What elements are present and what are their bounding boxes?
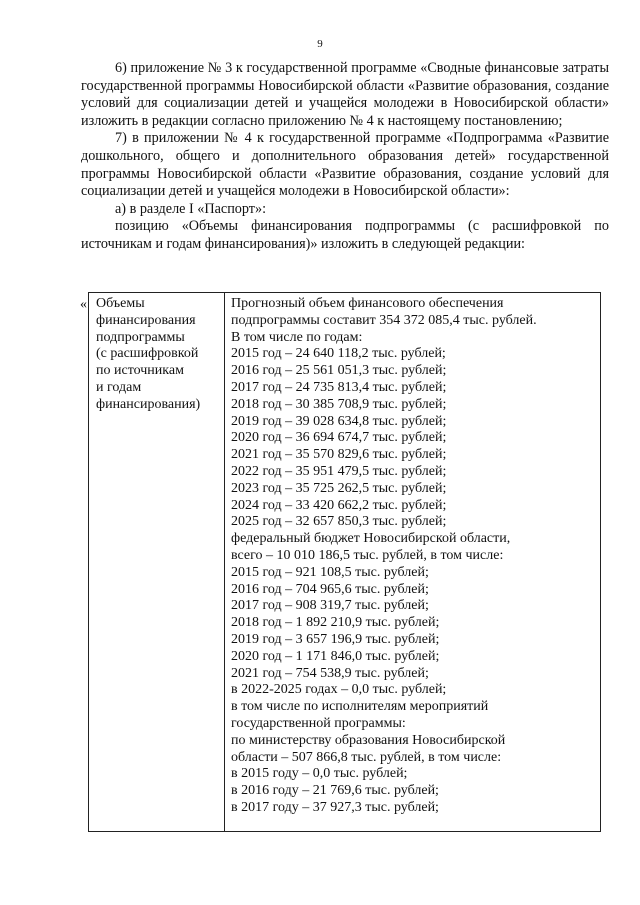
table-funding-line: в том числе по исполнителям мероприятий (231, 699, 489, 715)
table-funding-line: государственной программы: (231, 715, 406, 731)
table-funding-line: в 2022-2025 годах – 0,0 тыс. рублей; (231, 682, 447, 698)
table-funding-line: всего – 10 010 186,5 тыс. рублей, в том числе: (231, 547, 504, 563)
paragraph-position: позицию «Объемы финансирования подпрограммы (с расшифровкой по источникам и годам финансирования)» изложить в следующей редакции: (81, 218, 609, 252)
table-cell-funding (231, 296, 599, 817)
table-cell-label (96, 296, 222, 414)
paragraph-item-6: 6) приложение № 3 к государственной программе «Сводные финансовые затраты государственной программы Новосибирской области «Развитие образования, создание условий для социализации детей и учащейся молодежи в Новосибирской области» изложить в редакции согласно приложению № 4 к настоящему постановлению; (81, 60, 609, 129)
opening-quote: « (80, 297, 87, 312)
table-funding-line: 2015 год – 921 108,5 тыс. рублей; (231, 564, 429, 580)
passport-table (88, 292, 601, 832)
table-funding-line: в 2017 году – 37 927,3 тыс. рублей; (231, 799, 439, 815)
table-funding-line: 2015 год – 24 640 118,2 тыс. рублей; (231, 346, 446, 362)
table-funding-line: области – 507 866,8 тыс. рублей, в том числе: (231, 749, 502, 765)
document-body (81, 60, 609, 254)
paragraph-subitem-a: а) в разделе I «Паспорт»: (115, 200, 267, 217)
table-funding-line: 2022 год – 35 951 479,5 тыс. рублей; (231, 463, 447, 479)
page-number: 9 (317, 38, 323, 50)
table-funding-line: 2018 год – 30 385 708,9 тыс. рублей; (231, 396, 447, 412)
table-funding-line: 2020 год – 1 171 846,0 тыс. рублей; (231, 648, 440, 664)
table-funding-line: 2021 год – 754 538,9 тыс. рублей; (231, 665, 429, 681)
table-funding-line: 2021 год – 35 570 829,6 тыс. рублей; (231, 447, 447, 463)
table-funding-line: 2016 год – 704 965,6 тыс. рублей; (231, 581, 429, 597)
table-label-line: Объемы (96, 296, 145, 311)
table-label-line: по источникам (96, 363, 184, 379)
table-funding-line: В том числе по годам: (231, 329, 363, 345)
table-funding-line: 2020 год – 36 694 674,7 тыс. рублей; (231, 430, 447, 446)
table-funding-line: подпрограммы составит 354 372 085,4 тыс. рублей. (231, 312, 537, 328)
table-funding-line: федеральный бюджет Новосибирской области, (231, 531, 511, 547)
table-funding-line: 2025 год – 32 657 850,3 тыс. рублей; (231, 514, 447, 530)
table-funding-line: в 2015 году – 0,0 тыс. рублей; (231, 766, 408, 782)
table-column-divider (224, 293, 225, 831)
paragraph-item-7: 7) в приложении № 4 к государственной программе «Подпрограмма «Развитие дошкольного, общего и дополнительного образования детей» государственной программы Новосибирской области «Развитие образования, создание условий для социализации детей и учащейся молодежи в Новосибирской области»: (81, 130, 609, 200)
table-funding-line: 2019 год – 3 657 196,9 тыс. рублей; (231, 631, 440, 647)
table-label-line: финансирования (96, 312, 196, 328)
table-funding-line: 2019 год – 39 028 634,8 тыс. рублей; (231, 413, 447, 429)
table-funding-line: по министерству образования Новосибирской (231, 732, 506, 748)
table-label-line: (с расшифровкой (96, 346, 199, 362)
table-label-line: подпрограммы (96, 329, 185, 345)
table-label-line: и годам (96, 379, 142, 395)
table-funding-line: 2017 год – 24 735 813,4 тыс. рублей; (231, 379, 447, 395)
table-funding-line: Прогнозный объем финансового обеспечения (231, 296, 504, 311)
table-funding-line: 2016 год – 25 561 051,3 тыс. рублей; (231, 363, 447, 379)
table-funding-line: 2024 год – 33 420 662,2 тыс. рублей; (231, 497, 447, 513)
table-funding-line: в 2016 году – 21 769,6 тыс. рублей; (231, 783, 439, 799)
table-funding-line: 2023 год – 35 725 262,5 тыс. рублей; (231, 480, 447, 496)
table-funding-line: 2018 год – 1 892 210,9 тыс. рублей; (231, 615, 440, 631)
table-label-line: финансирования) (96, 396, 201, 412)
table-funding-line: 2017 год – 908 319,7 тыс. рублей; (231, 598, 429, 614)
